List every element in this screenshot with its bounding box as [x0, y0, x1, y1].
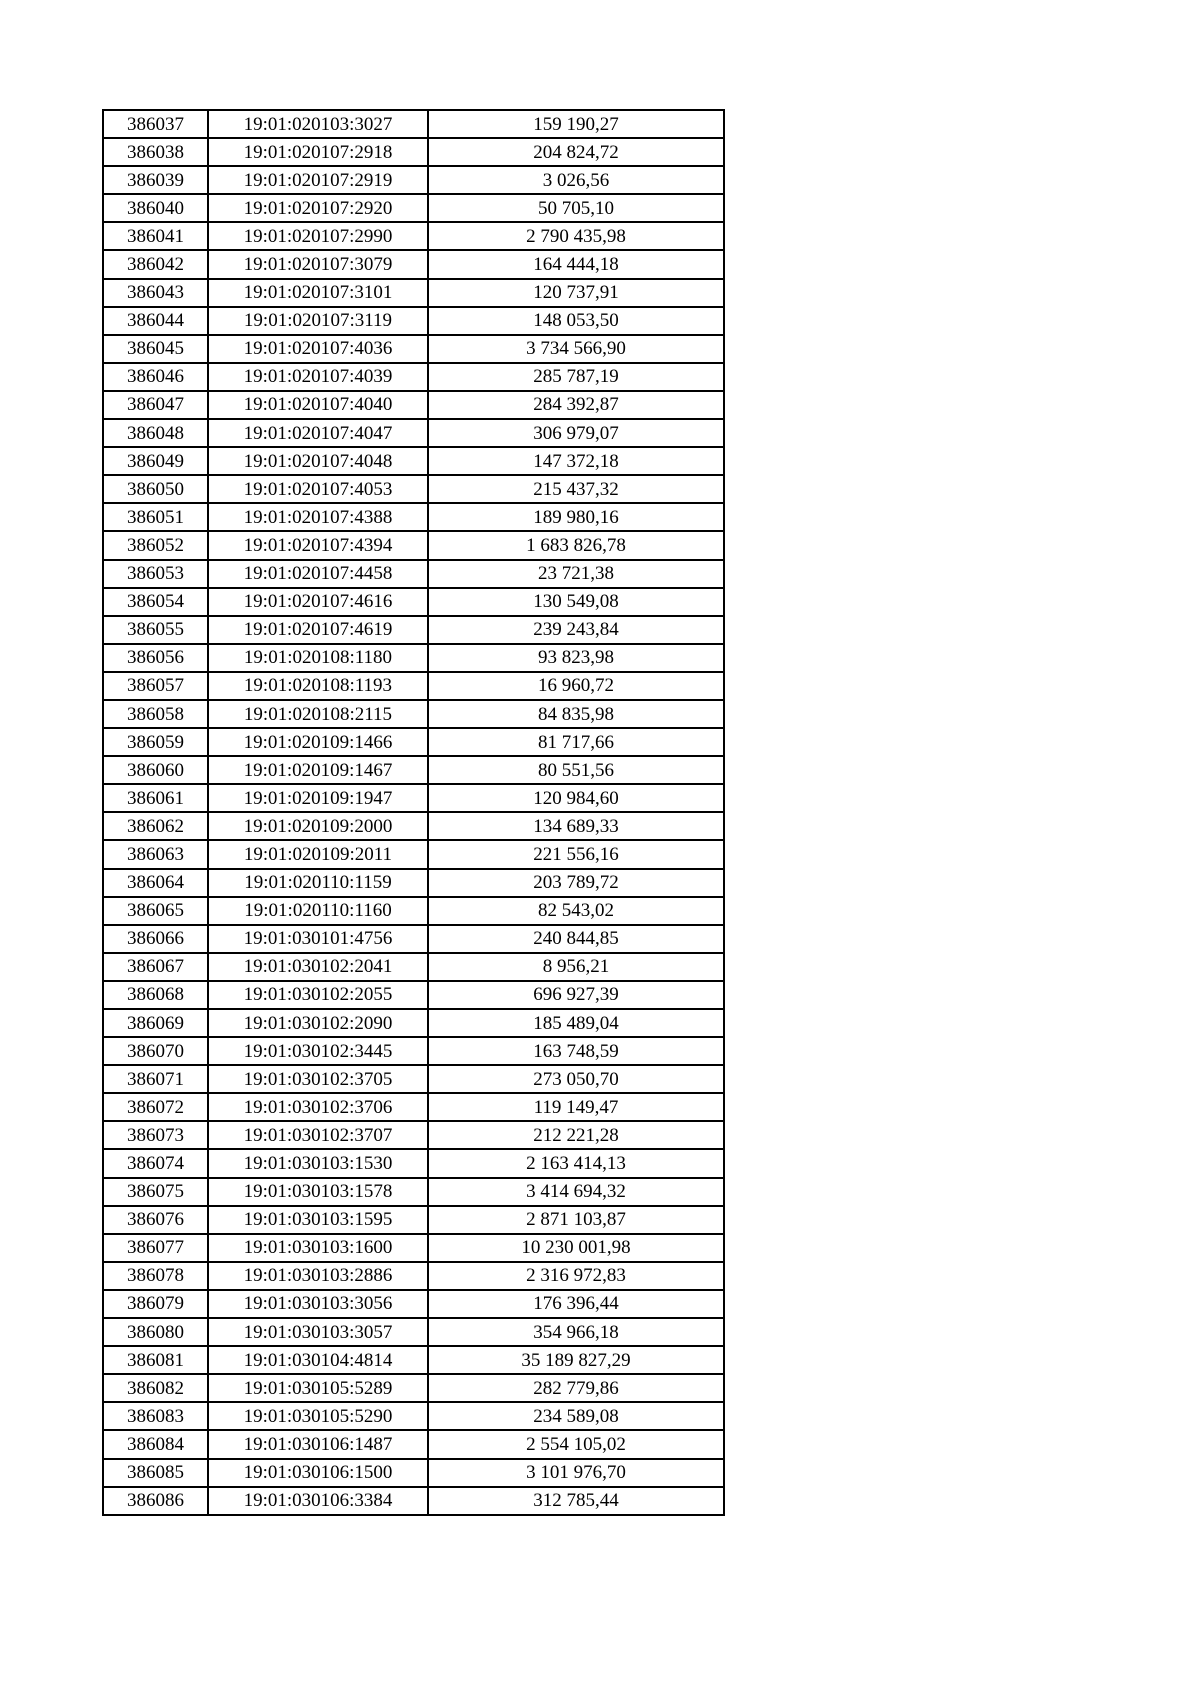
row-number-cell: 386072	[103, 1093, 208, 1121]
value-cell: 148 053,50	[428, 307, 724, 335]
row-number-cell: 386075	[103, 1178, 208, 1206]
value-cell: 312 785,44	[428, 1487, 724, 1515]
value-cell: 134 689,33	[428, 812, 724, 840]
value-cell: 8 956,21	[428, 953, 724, 981]
table-row	[103, 588, 724, 616]
cadastral-number-cell: 19:01:020107:4040	[208, 391, 428, 419]
value-cell: 2 163 414,13	[428, 1149, 724, 1177]
value-cell: 120 984,60	[428, 784, 724, 812]
row-number-cell: 386076	[103, 1206, 208, 1234]
table-row	[103, 531, 724, 559]
row-number-cell: 386046	[103, 363, 208, 391]
cadastral-number-cell: 19:01:030105:5289	[208, 1374, 428, 1402]
value-cell: 2 871 103,87	[428, 1206, 724, 1234]
cadastral-number-cell: 19:01:020107:4388	[208, 503, 428, 531]
cadastral-number-cell: 19:01:030101:4756	[208, 925, 428, 953]
row-number-cell: 386069	[103, 1009, 208, 1037]
row-number-cell: 386079	[103, 1290, 208, 1318]
row-number-cell: 386077	[103, 1234, 208, 1262]
value-cell: 10 230 001,98	[428, 1234, 724, 1262]
cadastral-number-cell: 19:01:030103:1600	[208, 1234, 428, 1262]
row-number-cell: 386038	[103, 138, 208, 166]
value-cell: 82 543,02	[428, 897, 724, 925]
table-row	[103, 616, 724, 644]
value-cell: 2 316 972,83	[428, 1262, 724, 1290]
value-cell: 204 824,72	[428, 138, 724, 166]
cadastral-number-cell: 19:01:020109:1467	[208, 756, 428, 784]
value-cell: 306 979,07	[428, 419, 724, 447]
cadastral-number-cell: 19:01:020109:2000	[208, 812, 428, 840]
cadastral-number-cell: 19:01:030102:3706	[208, 1093, 428, 1121]
value-cell: 240 844,85	[428, 925, 724, 953]
row-number-cell: 386053	[103, 560, 208, 588]
row-number-cell: 386043	[103, 279, 208, 307]
table-row	[103, 784, 724, 812]
cadastral-number-cell: 19:01:020107:3079	[208, 250, 428, 278]
value-cell: 282 779,86	[428, 1374, 724, 1402]
cadastral-number-cell: 19:01:020110:1160	[208, 897, 428, 925]
value-cell: 23 721,38	[428, 560, 724, 588]
table-row	[103, 1290, 724, 1318]
cadastral-number-cell: 19:01:030106:1500	[208, 1459, 428, 1487]
row-number-cell: 386084	[103, 1430, 208, 1458]
cadastral-number-cell: 19:01:020110:1159	[208, 869, 428, 897]
table-row	[103, 1346, 724, 1374]
row-number-cell: 386065	[103, 897, 208, 925]
row-number-cell: 386040	[103, 194, 208, 222]
row-number-cell: 386063	[103, 840, 208, 868]
cadastral-number-cell: 19:01:030106:3384	[208, 1487, 428, 1515]
row-number-cell: 386045	[103, 335, 208, 363]
cadastral-number-cell: 19:01:020107:3101	[208, 279, 428, 307]
table-row	[103, 110, 724, 138]
table-row	[103, 1234, 724, 1262]
value-cell: 1 683 826,78	[428, 531, 724, 559]
row-number-cell: 386058	[103, 700, 208, 728]
row-number-cell: 386086	[103, 1487, 208, 1515]
table-row	[103, 503, 724, 531]
table-row	[103, 1065, 724, 1093]
table-row	[103, 391, 724, 419]
table-row	[103, 1374, 724, 1402]
value-cell: 234 589,08	[428, 1402, 724, 1430]
row-number-cell: 386056	[103, 644, 208, 672]
row-number-cell: 386081	[103, 1346, 208, 1374]
row-number-cell: 386057	[103, 672, 208, 700]
row-number-cell: 386074	[103, 1149, 208, 1177]
value-cell: 285 787,19	[428, 363, 724, 391]
cadastral-number-cell: 19:01:020108:1180	[208, 644, 428, 672]
value-cell: 80 551,56	[428, 756, 724, 784]
cadastral-number-cell: 19:01:030106:1487	[208, 1430, 428, 1458]
value-cell: 84 835,98	[428, 700, 724, 728]
table-row	[103, 335, 724, 363]
table-row	[103, 1093, 724, 1121]
table-row	[103, 1121, 724, 1149]
table-row	[103, 307, 724, 335]
value-cell: 2 554 105,02	[428, 1430, 724, 1458]
table-row	[103, 1487, 724, 1515]
table-row	[103, 250, 724, 278]
row-number-cell: 386070	[103, 1037, 208, 1065]
row-number-cell: 386054	[103, 588, 208, 616]
row-number-cell: 386066	[103, 925, 208, 953]
cadastral-number-cell: 19:01:030103:1578	[208, 1178, 428, 1206]
table-row	[103, 419, 724, 447]
row-number-cell: 386071	[103, 1065, 208, 1093]
cadastral-number-cell: 19:01:020107:3119	[208, 307, 428, 335]
row-number-cell: 386064	[103, 869, 208, 897]
row-number-cell: 386067	[103, 953, 208, 981]
table-row	[103, 869, 724, 897]
cadastral-number-cell: 19:01:020107:4616	[208, 588, 428, 616]
cadastral-number-cell: 19:01:020103:3027	[208, 110, 428, 138]
table-row	[103, 222, 724, 250]
table-row	[103, 1178, 724, 1206]
cadastral-number-cell: 19:01:020107:2990	[208, 222, 428, 250]
table-row	[103, 981, 724, 1009]
cadastral-number-cell: 19:01:030103:2886	[208, 1262, 428, 1290]
cadastral-number-cell: 19:01:020107:4053	[208, 475, 428, 503]
row-number-cell: 386059	[103, 728, 208, 756]
cadastral-number-cell: 19:01:020107:2918	[208, 138, 428, 166]
cadastral-number-cell: 19:01:020107:4048	[208, 447, 428, 475]
value-cell: 35 189 827,29	[428, 1346, 724, 1374]
cadastral-number-cell: 19:01:020107:4394	[208, 531, 428, 559]
row-number-cell: 386037	[103, 110, 208, 138]
cadastral-number-cell: 19:01:020109:1947	[208, 784, 428, 812]
row-number-cell: 386055	[103, 616, 208, 644]
cadastral-number-cell: 19:01:020107:2920	[208, 194, 428, 222]
value-cell: 3 026,56	[428, 166, 724, 194]
table-row	[103, 644, 724, 672]
cadastral-number-cell: 19:01:030103:1595	[208, 1206, 428, 1234]
cadastral-number-cell: 19:01:030105:5290	[208, 1402, 428, 1430]
cadastral-number-cell: 19:01:020107:2919	[208, 166, 428, 194]
value-cell: 176 396,44	[428, 1290, 724, 1318]
row-number-cell: 386048	[103, 419, 208, 447]
table-row	[103, 897, 724, 925]
table-row	[103, 925, 724, 953]
row-number-cell: 386051	[103, 503, 208, 531]
value-cell: 2 790 435,98	[428, 222, 724, 250]
value-cell: 81 717,66	[428, 728, 724, 756]
value-cell: 185 489,04	[428, 1009, 724, 1037]
value-cell: 120 737,91	[428, 279, 724, 307]
row-number-cell: 386050	[103, 475, 208, 503]
cadastral-number-cell: 19:01:020107:4039	[208, 363, 428, 391]
value-cell: 239 243,84	[428, 616, 724, 644]
value-cell: 3 101 976,70	[428, 1459, 724, 1487]
row-number-cell: 386042	[103, 250, 208, 278]
table-row	[103, 812, 724, 840]
table-row	[103, 1009, 724, 1037]
cadastral-number-cell: 19:01:030102:2090	[208, 1009, 428, 1037]
value-cell: 163 748,59	[428, 1037, 724, 1065]
table-row	[103, 1037, 724, 1065]
value-cell: 354 966,18	[428, 1318, 724, 1346]
row-number-cell: 386082	[103, 1374, 208, 1402]
row-number-cell: 386060	[103, 756, 208, 784]
row-number-cell: 386049	[103, 447, 208, 475]
cadastral-number-cell: 19:01:030102:3705	[208, 1065, 428, 1093]
table-body	[103, 110, 724, 1515]
cadastral-number-cell: 19:01:030102:2041	[208, 953, 428, 981]
row-number-cell: 386061	[103, 784, 208, 812]
table-row	[103, 1459, 724, 1487]
cadastral-number-cell: 19:01:030103:3056	[208, 1290, 428, 1318]
table-row	[103, 672, 724, 700]
row-number-cell: 386041	[103, 222, 208, 250]
table-row	[103, 840, 724, 868]
cadastral-number-cell: 19:01:020107:4458	[208, 560, 428, 588]
row-number-cell: 386052	[103, 531, 208, 559]
table-row	[103, 1430, 724, 1458]
value-cell: 3 734 566,90	[428, 335, 724, 363]
table-row	[103, 363, 724, 391]
value-cell: 93 823,98	[428, 644, 724, 672]
value-cell: 203 789,72	[428, 869, 724, 897]
table-row	[103, 447, 724, 475]
row-number-cell: 386044	[103, 307, 208, 335]
value-cell: 130 549,08	[428, 588, 724, 616]
table-row	[103, 756, 724, 784]
table-row	[103, 1402, 724, 1430]
table-row	[103, 279, 724, 307]
table-row	[103, 560, 724, 588]
cadastral-number-cell: 19:01:030102:3445	[208, 1037, 428, 1065]
value-cell: 221 556,16	[428, 840, 724, 868]
row-number-cell: 386068	[103, 981, 208, 1009]
cadastral-number-cell: 19:01:030104:4814	[208, 1346, 428, 1374]
value-cell: 212 221,28	[428, 1121, 724, 1149]
table-row	[103, 1262, 724, 1290]
cadastral-number-cell: 19:01:020109:1466	[208, 728, 428, 756]
row-number-cell: 386073	[103, 1121, 208, 1149]
value-cell: 119 149,47	[428, 1093, 724, 1121]
row-number-cell: 386078	[103, 1262, 208, 1290]
cadastral-number-cell: 19:01:020108:2115	[208, 700, 428, 728]
cadastral-number-cell: 19:01:020109:2011	[208, 840, 428, 868]
value-cell: 164 444,18	[428, 250, 724, 278]
table-row	[103, 166, 724, 194]
cadastral-number-cell: 19:01:030102:3707	[208, 1121, 428, 1149]
row-number-cell: 386047	[103, 391, 208, 419]
table-row	[103, 1149, 724, 1177]
table-row	[103, 138, 724, 166]
cadastral-number-cell: 19:01:030103:1530	[208, 1149, 428, 1177]
cadastral-number-cell: 19:01:020108:1193	[208, 672, 428, 700]
value-cell: 16 960,72	[428, 672, 724, 700]
value-cell: 159 190,27	[428, 110, 724, 138]
cadastral-value-table	[102, 109, 725, 1516]
row-number-cell: 386080	[103, 1318, 208, 1346]
cadastral-number-cell: 19:01:020107:4036	[208, 335, 428, 363]
cadastral-number-cell: 19:01:020107:4619	[208, 616, 428, 644]
cadastral-number-cell: 19:01:030103:3057	[208, 1318, 428, 1346]
value-cell: 50 705,10	[428, 194, 724, 222]
table-row	[103, 953, 724, 981]
value-cell: 284 392,87	[428, 391, 724, 419]
value-cell: 215 437,32	[428, 475, 724, 503]
value-cell: 696 927,39	[428, 981, 724, 1009]
table-row	[103, 194, 724, 222]
table-row	[103, 475, 724, 503]
value-cell: 3 414 694,32	[428, 1178, 724, 1206]
value-cell: 273 050,70	[428, 1065, 724, 1093]
cadastral-number-cell: 19:01:020107:4047	[208, 419, 428, 447]
table-row	[103, 1206, 724, 1234]
value-cell: 189 980,16	[428, 503, 724, 531]
row-number-cell: 386083	[103, 1402, 208, 1430]
row-number-cell: 386062	[103, 812, 208, 840]
row-number-cell: 386039	[103, 166, 208, 194]
table-row	[103, 728, 724, 756]
cadastral-number-cell: 19:01:030102:2055	[208, 981, 428, 1009]
value-cell: 147 372,18	[428, 447, 724, 475]
row-number-cell: 386085	[103, 1459, 208, 1487]
table-row	[103, 1318, 724, 1346]
table-row	[103, 700, 724, 728]
